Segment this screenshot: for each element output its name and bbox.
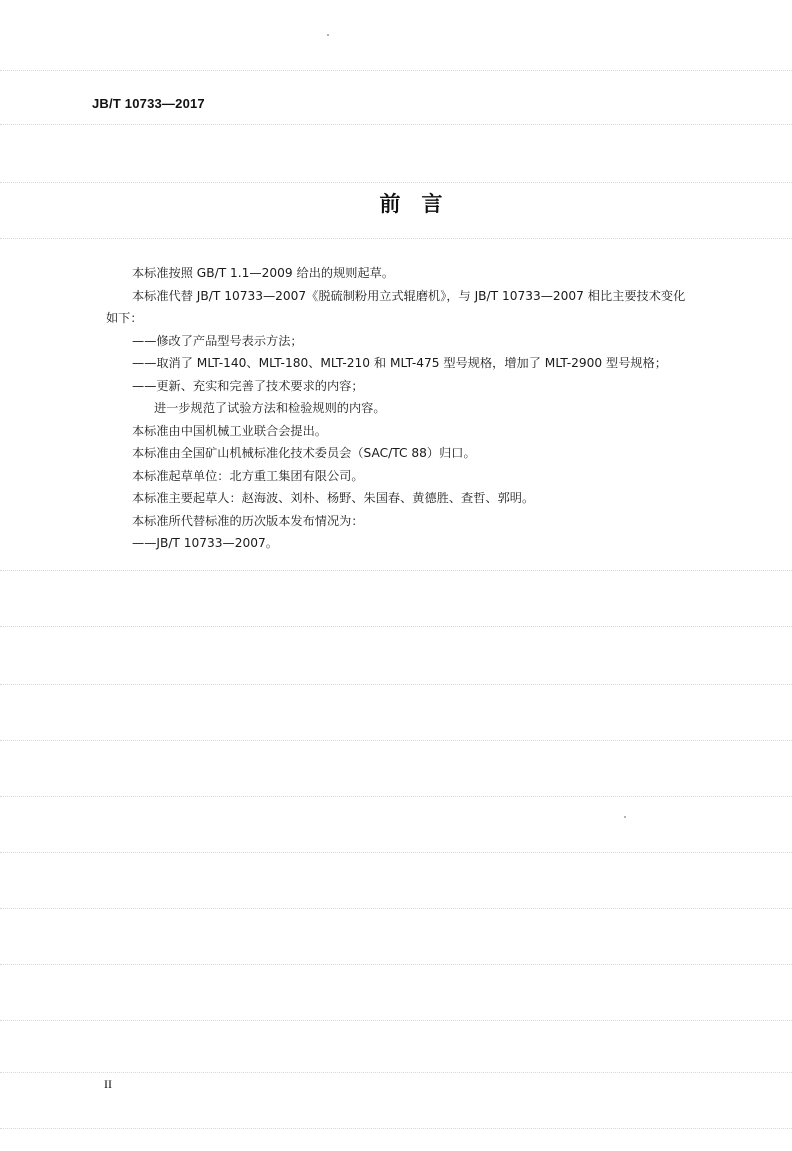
paragraph-drafting-unit: 本标准起草单位：北方重工集团有限公司。	[132, 468, 364, 483]
change-item: ——取消了 MLT-140、MLT-180、MLT-210 和 MLT-475 型号规格，增加了 MLT-2900 型号规格；	[132, 356, 667, 370]
scan-artifact-line	[0, 1128, 792, 1129]
scan-artifact-line	[0, 124, 792, 125]
paragraph-replacement-continued: 如下：	[106, 311, 143, 325]
scan-artifact-line	[0, 684, 792, 685]
scan-artifact-line	[0, 740, 792, 741]
change-item-continued: 进一步规范了试验方法和检验规则的内容。	[154, 401, 386, 415]
scan-artifact-line	[0, 852, 792, 853]
paragraph-main-drafters: 本标准主要起草人：赵海波、刘朴、杨野、朱国春、黄德胜、查哲、郭明。	[132, 491, 535, 505]
scan-artifact-line	[0, 626, 792, 627]
scan-artifact-line	[0, 570, 792, 571]
scan-artifact-line	[0, 1020, 792, 1021]
scan-speck	[327, 34, 329, 36]
preface-body	[106, 262, 746, 555]
standard-number-header: JB/T 10733—2017	[92, 96, 205, 111]
scan-artifact-line	[0, 964, 792, 965]
paragraph-previous-editions: 本标准所代替标准的历次版本发布情况为：	[132, 513, 364, 528]
scan-artifact-line	[0, 908, 792, 909]
page-number: II	[104, 1077, 112, 1091]
scan-artifact-line	[0, 70, 792, 71]
scan-artifact-line	[0, 796, 792, 797]
scan-speck	[624, 816, 626, 818]
previous-edition-item: ——JB/T 10733—2007。	[132, 536, 278, 550]
change-item: ——更新、充实和完善了技术要求的内容；	[132, 378, 364, 393]
scan-artifact-line	[0, 182, 792, 183]
paragraph-centralized-management: 本标准由全国矿山机械标准化技术委员会（SAC/TC 88）归口。	[132, 446, 476, 460]
scan-artifact-line	[0, 238, 792, 239]
preface-title: 前 言	[379, 192, 443, 216]
paragraph-replacement: 本标准代替 JB/T 10733—2007《脱硫制粉用立式辊磨机》，与 JB/T 10733—2007 相比主要技术变化	[132, 288, 686, 303]
paragraph-proposer: 本标准由中国机械工业联合会提出。	[132, 423, 327, 438]
scan-artifact-line	[0, 1072, 792, 1073]
paragraph-drafting-rules: 本标准按照 GB/T 1.1—2009 给出的规则起草。	[132, 266, 395, 280]
change-item: ——修改了产品型号表示方法；	[132, 333, 303, 348]
